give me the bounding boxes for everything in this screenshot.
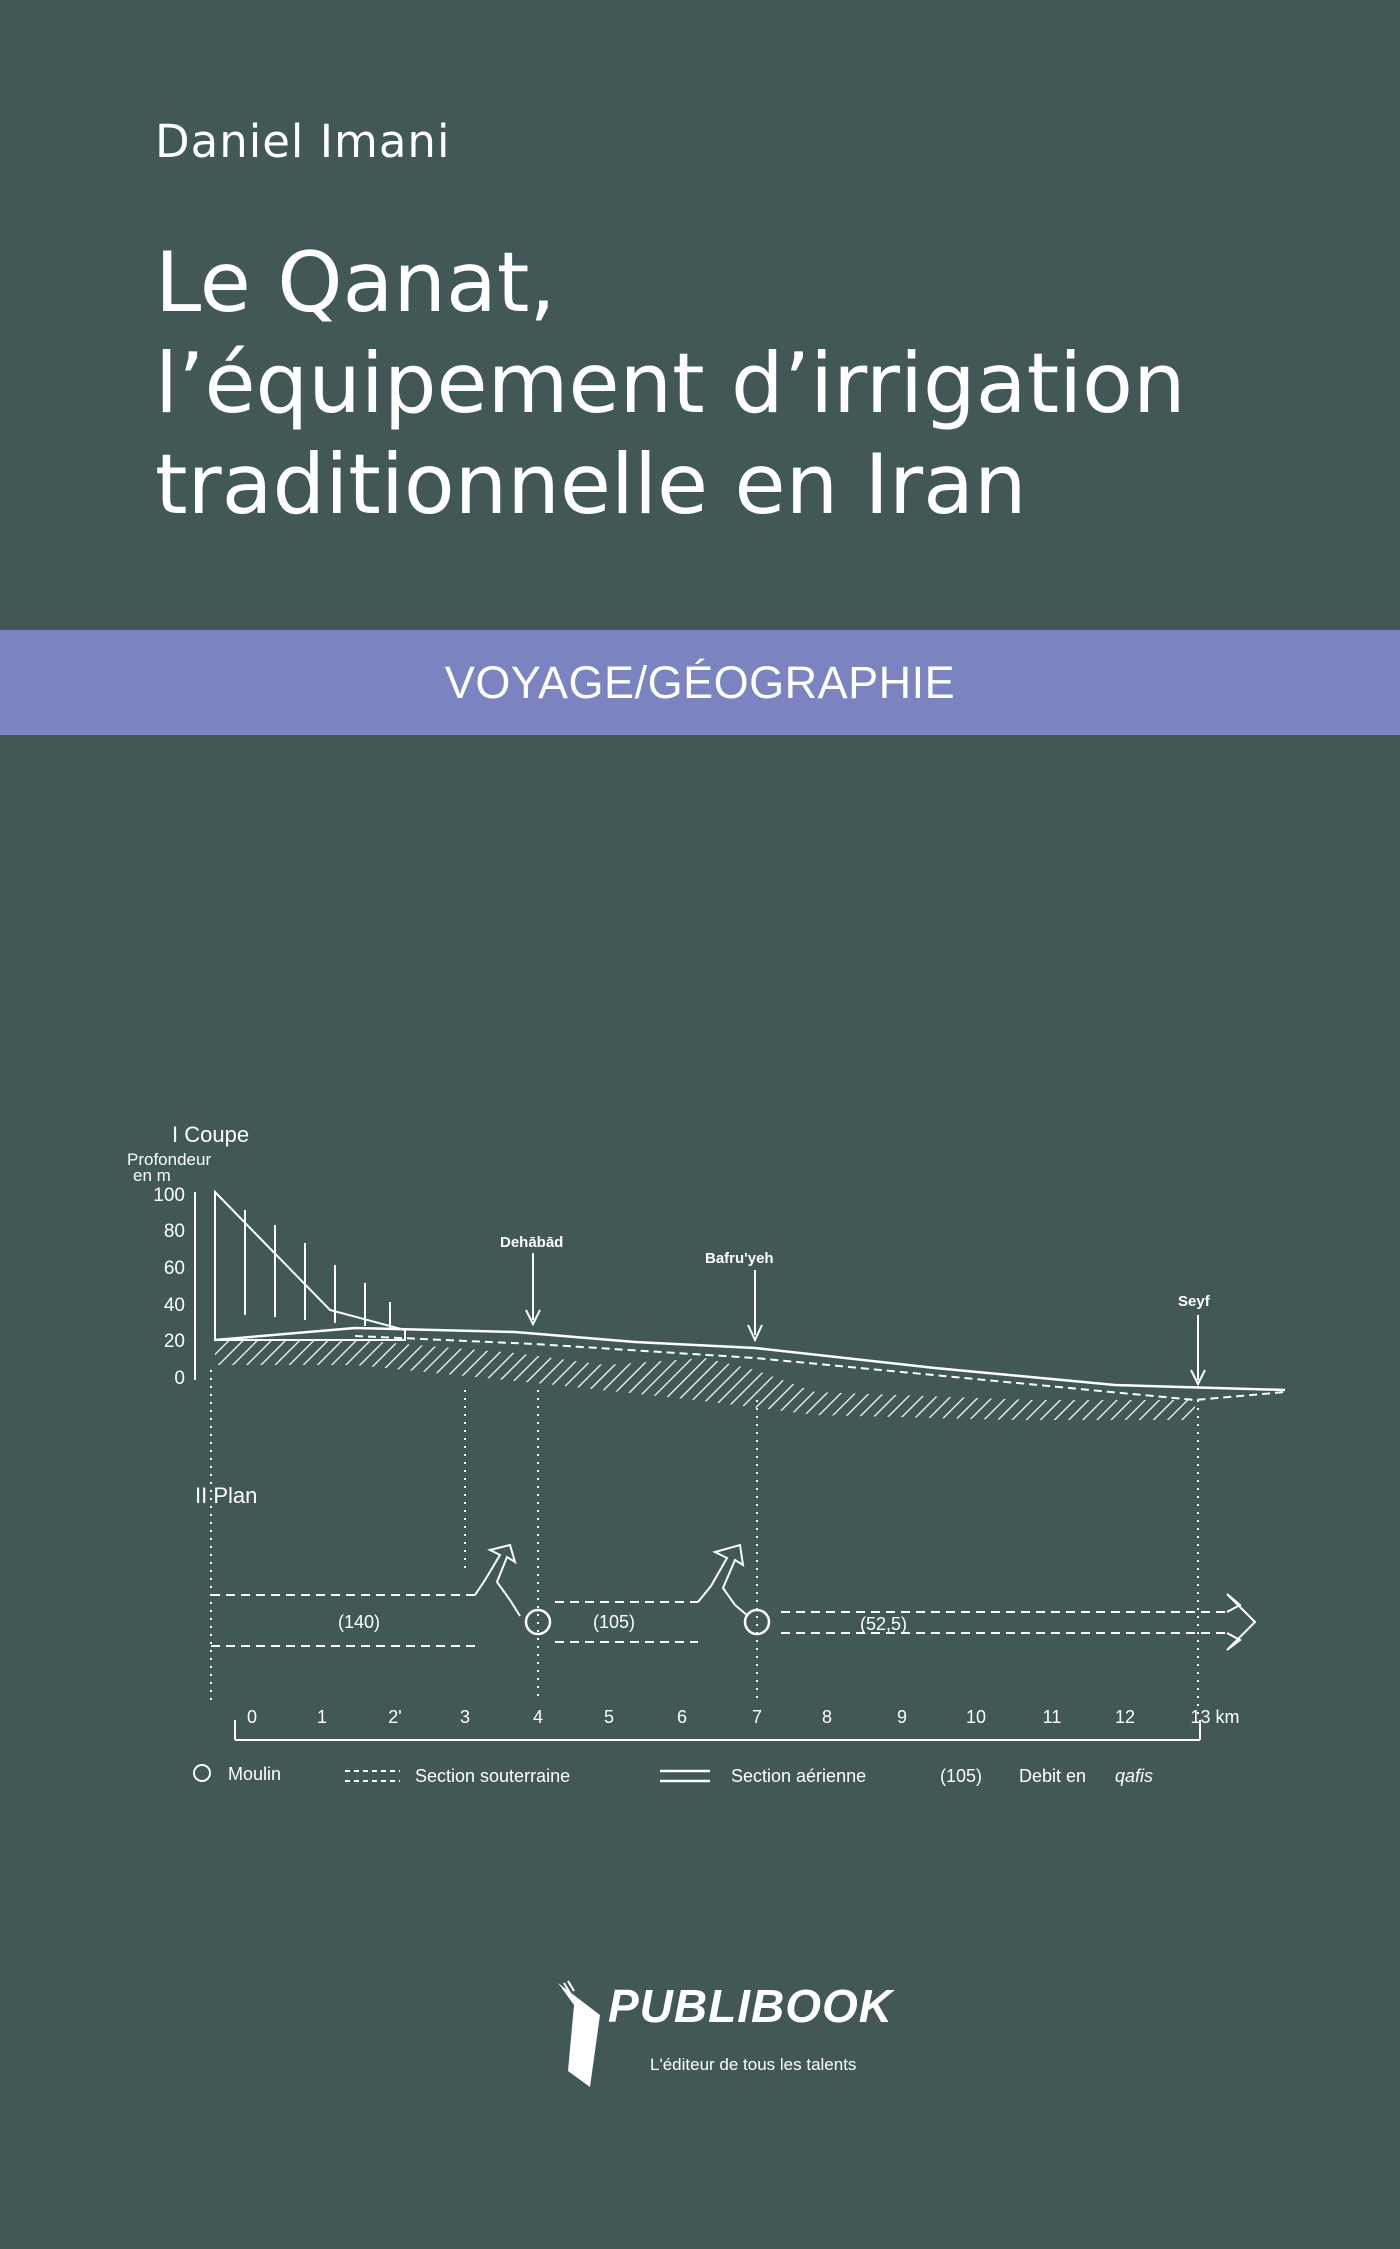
place-dehabad: Dehābād: [500, 1234, 564, 1251]
depth-ticks: [153, 1185, 185, 1389]
place-bafruyeh: Bafru'yeh: [705, 1250, 774, 1267]
depth-label-line1: Profondeur: [127, 1150, 212, 1169]
km-tick: 4: [532, 1707, 544, 1727]
section-plan-label: II Plan: [195, 1483, 258, 1508]
km-ticks: [247, 1707, 1240, 1727]
mill-bafruyeh: [745, 1610, 769, 1634]
title-line-3: traditionnelle en Iran: [155, 436, 1027, 533]
depth-tick: 60: [163, 1258, 185, 1279]
legend-souterraine: Section souterraine: [415, 1766, 571, 1786]
section-coupe-label: I Coupe: [172, 1122, 250, 1147]
qanat-diagram: [115, 1100, 1300, 1820]
publisher-logo-text: PUBLIBOOK: [608, 1980, 893, 2032]
publisher-logo[interactable]: [550, 1975, 893, 2090]
legend-debit-text: Debit en: [1019, 1766, 1087, 1786]
legend-mill-icon: [194, 1765, 210, 1781]
depth-tick: 0: [174, 1368, 185, 1389]
km-tick: 8: [821, 1707, 833, 1727]
title-line-1: Le Qanat,: [155, 234, 556, 331]
km-tick: 3: [459, 1707, 471, 1727]
km-tick: 10: [965, 1707, 987, 1727]
km-tick: 13 km: [1190, 1707, 1240, 1727]
well-shafts: [245, 1210, 390, 1329]
flow-value: (140): [338, 1612, 381, 1632]
km-tick: 9: [896, 1707, 908, 1727]
depth-tick: 80: [163, 1221, 185, 1242]
km-tick: 11: [1042, 1707, 1062, 1727]
plan-channel: [211, 1545, 1255, 1650]
km-tick: 0: [246, 1707, 258, 1727]
km-tick: 6: [676, 1707, 688, 1727]
km-tick: 12: [1114, 1707, 1136, 1727]
flow-value: (52,5): [860, 1614, 908, 1634]
mountain-wedge: [215, 1192, 405, 1340]
legend-moulin: Moulin: [228, 1764, 282, 1784]
km-tick: 2': [388, 1707, 402, 1727]
category-band: [0, 630, 1400, 735]
place-seyf: Seyf: [1178, 1293, 1210, 1310]
depth-tick: 40: [163, 1295, 185, 1316]
depth-tick: 100: [153, 1185, 185, 1206]
depth-label-line2: en m: [133, 1166, 171, 1185]
km-tick: 5: [603, 1707, 615, 1727]
legend-aerienne: Section aérienne: [731, 1766, 867, 1786]
depth-tick: 20: [163, 1331, 185, 1352]
flow-value: (105): [593, 1612, 636, 1632]
book-title: [155, 232, 1186, 535]
category-label: VOYAGE/GÉOGRAPHIE: [444, 656, 956, 708]
author-name: Daniel Imani: [155, 115, 451, 168]
legend-debit-code: (105): [940, 1766, 983, 1786]
km-tick: 7: [751, 1707, 763, 1727]
title-line-2: l’équipement d’irrigation: [155, 335, 1186, 432]
publisher-tagline: L'éditeur de tous les talents: [650, 2055, 857, 2074]
km-tick: 1: [316, 1707, 328, 1727]
legend-debit-unit: qafis: [1115, 1766, 1154, 1786]
